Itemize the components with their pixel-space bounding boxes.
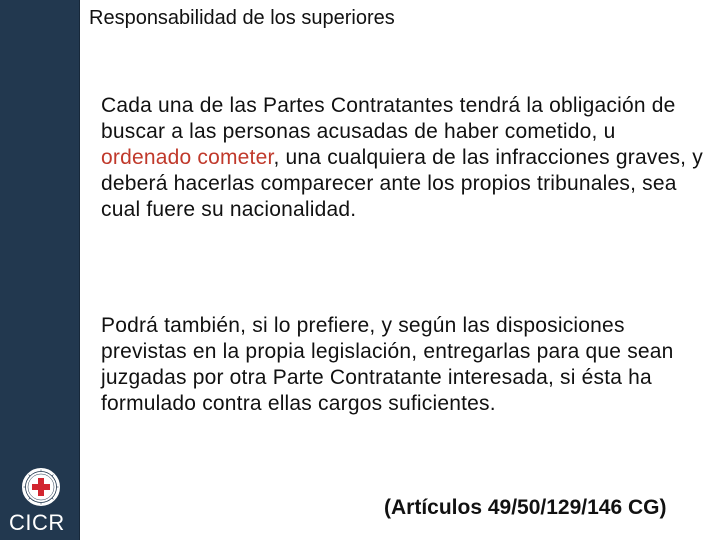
paragraph-2: Podrá también, si lo prefiere, y según las disposiciones previstas en la propia legislación, entregarlas para que sean juzgadas por otra Parte Contratante interesada, si ésta ha formulado contra ellas cargos suficientes. — [101, 314, 674, 415]
sidebar — [0, 0, 80, 540]
citation: (Artículos 49/50/129/146 CG) — [384, 496, 667, 519]
paragraph-1-text-start: Cada una de las Partes Contratantes tendrá la obligación de buscar a las personas acusadas de haber cometido, u — [101, 94, 676, 143]
sidebar-divider — [79, 0, 80, 540]
slide-title: Responsabilidad de los superiores — [89, 7, 395, 29]
icrc-emblem-icon — [21, 467, 61, 507]
paragraph-1-text-end: , una cualquiera de las infracciones graves, y deberá hacerlas comparecer ante los propios tribunales, sea cual fuere su nacionalidad. — [101, 146, 703, 221]
highlighted-phrase: ordenado cometer — [101, 146, 274, 169]
paragraph-1 — [101, 93, 711, 223]
cicr-logo-text: CICR — [9, 510, 65, 535]
